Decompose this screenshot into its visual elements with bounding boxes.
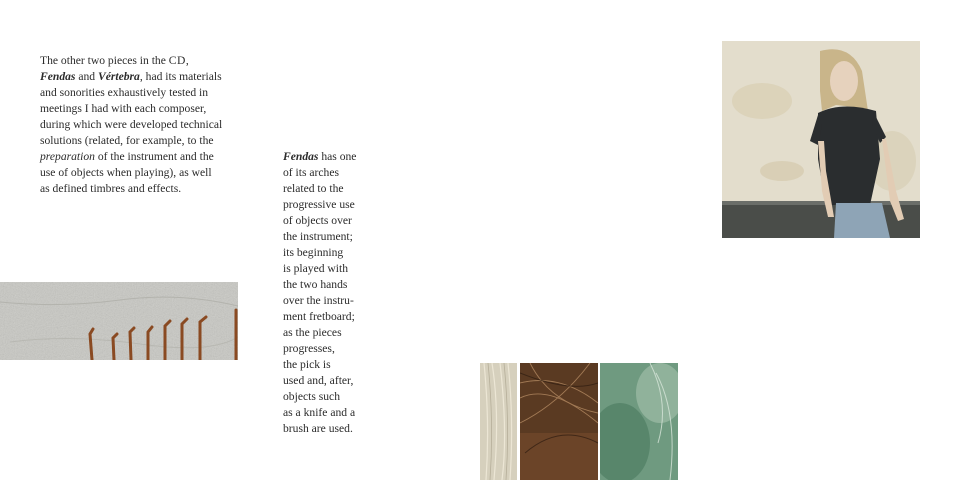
text-line: the instrument; <box>283 230 353 243</box>
title-fendas: Fendas <box>40 70 76 83</box>
text-line: the pick is <box>283 358 331 371</box>
text-line: Fendas and Vértebra, had its materials <box>40 70 222 83</box>
text-line: and sonorities exhaustively tested in <box>40 86 209 99</box>
text-line: as a knife and a <box>283 406 356 419</box>
paragraph-fendas <box>283 149 373 437</box>
text-line: preparation of the instrument and the <box>40 150 214 163</box>
title-fendas: Fendas <box>283 150 319 163</box>
light-hair-texture-photo <box>480 363 517 480</box>
text-line: over the instru- <box>283 294 354 307</box>
text-line: The other two pieces in the CD, <box>40 54 189 67</box>
text-line: as the pieces <box>283 326 342 339</box>
text-line: progressive use <box>283 198 355 211</box>
text-line: Fendas has one <box>283 150 357 163</box>
wall-rebar-photo <box>0 282 238 360</box>
text-line: related to the <box>283 182 344 195</box>
paragraph-cd-pieces <box>40 53 240 197</box>
text-line: solutions (related, for example, to the <box>40 134 214 147</box>
text-line: progresses, <box>283 342 335 355</box>
text-line: brush are used. <box>283 422 353 435</box>
text-line: the two hands <box>283 278 348 291</box>
text-line: of objects over <box>283 214 352 227</box>
text-line: use of objects when playing), as well <box>40 166 212 179</box>
text-line: is played with <box>283 262 349 275</box>
text-line: meetings I had with each composer, <box>40 102 207 115</box>
text-line: ment fretboard; <box>283 310 355 323</box>
portrait-photo <box>722 41 920 238</box>
text-line: as defined timbres and effects. <box>40 182 182 195</box>
text-line: during which were developed technical <box>40 118 223 131</box>
text-line: its beginning <box>283 246 344 259</box>
text-line: of its arches <box>283 166 340 179</box>
text-line: used and, after, <box>283 374 354 387</box>
title-vertebra: Vértebra <box>97 70 140 83</box>
brown-hair-texture-photo <box>520 363 598 480</box>
green-blur-texture-photo <box>600 363 678 480</box>
text-line: objects such <box>283 390 340 403</box>
